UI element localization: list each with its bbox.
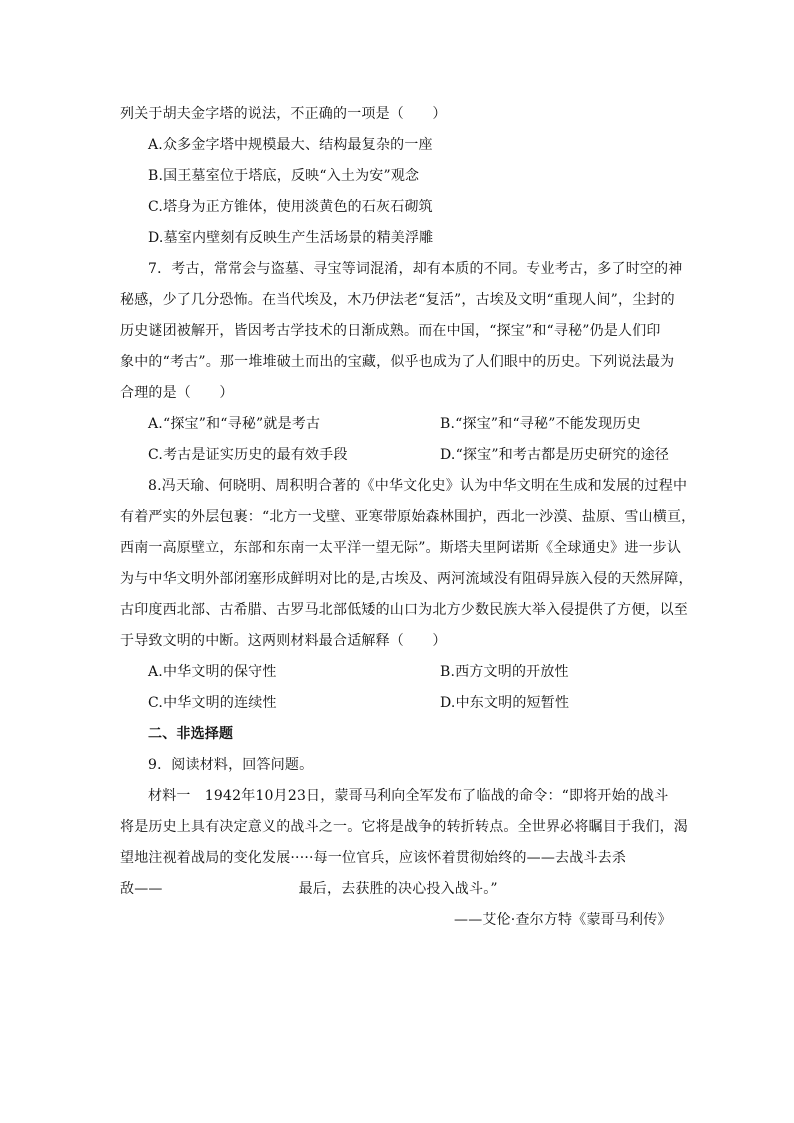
q8-line-1: 8.冯天瑜、何晓明、周积明合著的《中华文化史》认为中华文明在生成和发展的过程中 bbox=[148, 478, 688, 494]
q6-option-a: A.众多金字塔中规模最大、结构最复杂的一座 bbox=[148, 137, 433, 153]
q9-material1-last-b: 最后，去获胜的决心投入战斗。” bbox=[298, 881, 498, 897]
q8-option-c: C.中华文明的连续性 bbox=[148, 695, 277, 711]
q7-option-d: D.“探宝”和考古都是历史研究的途径 bbox=[440, 447, 670, 463]
q8-option-d: D.中东文明的短暂性 bbox=[440, 695, 570, 711]
q8-line-6: 于导致文明的中断。这两则材料最合适解释（ ） bbox=[120, 633, 447, 649]
q9-source: ——艾伦·查尔方特《蒙哥马利传》 bbox=[454, 912, 672, 928]
q7-option-c: C.考古是证实历史的最有效手段 bbox=[148, 447, 348, 463]
q9-material1-line-4 bbox=[120, 879, 498, 899]
q9-material1-last-a: 敌—— bbox=[120, 881, 163, 897]
q7-line-3: 历史谜团被解开，皆因考古学技术的日渐成熟。而在中国，“探宝”和“寻秘”仍是人们印 bbox=[120, 323, 661, 339]
q8-line-3: 西南一高原壁立，东部和东南一太平洋一望无际”。斯塔夫里阿诺斯《全球通史》进一步认 bbox=[120, 540, 682, 556]
q6-option-d: D.墓室内壁刻有反映生产生活场景的精美浮雕 bbox=[148, 230, 434, 246]
q9-material1-line-2: 将是历史上具有决定意义的战斗之一。它将是战争的转折转点。全世界必将瞩目于我们，渴 bbox=[120, 819, 688, 835]
q6-stem-tail: 列关于胡夫金字塔的说法，不正确的一项是（ ） bbox=[120, 106, 447, 122]
q7-option-b: B.“探宝”和“寻秘”不能发现历史 bbox=[440, 416, 641, 432]
q8-line-2: 有着严实的外层包裹：“北方一戈壁、亚寒带原始森林围护，西北一沙漠、盐原、雪山横亘， bbox=[120, 509, 696, 525]
q7-line-2: 秘感，少了几分恐怖。在当代埃及，木乃伊法老“复活”，古埃及文明“重现人间”，尘封的 bbox=[120, 292, 675, 308]
q7-line-4: 象中的“考古”。那一堆堆破土而出的宝藏，似乎也成为了人们眼中的历史。下列说法最为 bbox=[120, 354, 675, 370]
q9-material1-line-1: 材料一 1942年10月23日，蒙哥马利向全军发布了临战的命令：“即将开始的战斗 bbox=[148, 788, 669, 804]
q8-line-4: 为与中华文明外部闭塞形成鲜明对比的是,古埃及、两河流域没有阻碍异族入侵的天然屏障， bbox=[120, 571, 693, 587]
q8-line-5: 古印度西北部、古希腊、古罗马北部低矮的山口为北方少数民族大举入侵提供了方便，以至 bbox=[120, 602, 688, 618]
q8-option-a: A.中华文明的保守性 bbox=[148, 664, 277, 680]
q6-option-b: B.国王墓室位于塔底，反映“入土为安”观念 bbox=[148, 168, 420, 184]
q9-material1-line-3: 望地注视着战局的变化发展·····每一位官兵，应该怀着贯彻始终的——去战斗去杀 bbox=[120, 850, 627, 866]
q9-intro: 9．阅读材料，回答问题。 bbox=[148, 757, 314, 773]
q7-line-1: 7．考古，常常会与盗墓、寻宝等词混淆，却有本质的不同。专业考古，多了时空的神 bbox=[148, 261, 683, 277]
q8-option-b: B.西方文明的开放性 bbox=[440, 664, 569, 680]
q6-option-c: C.塔身为正方锥体，使用淡黄色的石灰石砌筑 bbox=[148, 199, 433, 215]
q7-line-5: 合理的是（ ） bbox=[120, 385, 234, 401]
q7-option-a: A.“探宝”和“寻秘”就是考古 bbox=[148, 416, 321, 432]
section-heading: 二、非选择题 bbox=[148, 726, 234, 742]
